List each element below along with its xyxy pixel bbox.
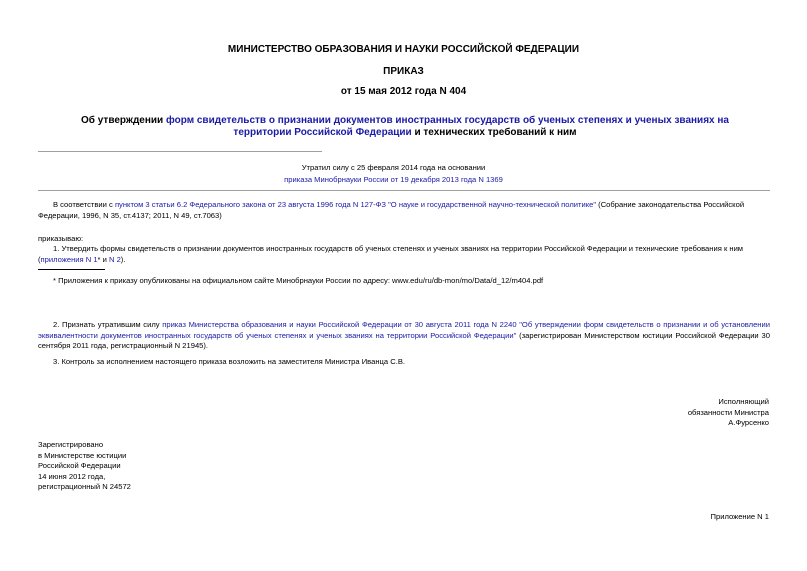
ministry-heading: МИНИСТЕРСТВО ОБРАЗОВАНИЯ И НАУКИ РОССИЙСКОЙ ФЕДЕРАЦИИ xyxy=(227,44,580,55)
item-2-text-2: (зарегистрирован Министерством юстиции Российской Федерации 30 сентября 2011 года, регистрационный N 21945). xyxy=(38,330,770,350)
signature-line-1: Исполняющий xyxy=(718,397,769,406)
doc-date-number: от 15 мая 2012 года N 404 xyxy=(340,86,467,97)
preamble-paragraph xyxy=(38,200,770,221)
title-divider xyxy=(38,151,322,152)
doc-type-heading: ПРИКАЗ xyxy=(383,66,424,77)
title-text-2: и технических требований к ним xyxy=(411,127,577,138)
registration-line-5: регистрационный N 24572 xyxy=(38,482,131,491)
signature-line-3: А.Фурсенко xyxy=(728,418,769,427)
footnote: * Приложения к приказу опубликованы на официальном сайте Минобрнауки России по адресу: www.edu/ru/db-mon/mo/Data/d_12/m404.pdf xyxy=(53,276,544,285)
title-link[interactable]: форм свидетельств о признании документов иностранных государств об ученых степенях и ученых званиях на территории Российской Федерации xyxy=(165,115,729,138)
signature-line-2: обязанности Министра xyxy=(687,407,769,417)
registration-line-3: Российской Федерации xyxy=(38,461,121,470)
item-1-text: 1. Утвердить формы свидетельств о признании документов иностранных государств об ученых степенях и ученых званиях на территории Российской Федерации и технические требования к ним ( xyxy=(38,244,744,264)
registration-line-4: 14 июня 2012 года, xyxy=(38,471,106,481)
status-divider xyxy=(38,190,770,191)
registration-line-2: в Министерстве юстиции xyxy=(38,450,127,460)
signature-block xyxy=(688,397,769,429)
repealed-order-link[interactable]: приказ Министерства образования и науки Российской Федерации от 30 августа 2011 года N 2240 "Об утверждении форм свидетельств о признании и об установлении эквивалентности документов иностранных государств об ученых степенях и ученых званиях на территории Российской Федерации" xyxy=(38,320,770,340)
footnote-divider xyxy=(38,269,105,270)
item-1-mid: * и xyxy=(97,254,109,264)
item-1-end: ). xyxy=(120,254,126,264)
document-title xyxy=(55,115,755,139)
preamble-text-1: В соответствии с xyxy=(53,200,115,209)
appendix-1-link[interactable]: приложения N 1 xyxy=(40,254,98,264)
appendix-label: Приложение N 1 xyxy=(710,512,769,521)
item-1-paragraph xyxy=(38,244,770,265)
federal-law-link[interactable]: пунктом 3 статьи 6.2 Федерального закона от 23 августа 1996 года N 127-ФЗ "О науке и государственной научно-технической политике" xyxy=(114,200,597,209)
registration-block xyxy=(38,440,131,493)
preamble-text-2: (Собрание законодательства Российской Федерации, 1996, N 35, ст.4137; 2011, N 49, ст.7063) xyxy=(38,200,745,220)
status-link[interactable]: приказа Минобрнауки России от 19 декабря 2013 года N 1369 xyxy=(284,175,503,184)
item-3-paragraph: 3. Контроль за исполнением настоящего приказа возложить на заместителя Министра Иванца С.В. xyxy=(53,357,405,366)
appendix-2-link[interactable]: N 2 xyxy=(108,254,121,264)
item-2-text-1: 2. Признать утратившим силу xyxy=(53,320,163,329)
order-word: приказываю: xyxy=(38,234,84,243)
title-text-1: Об утверждении xyxy=(81,115,166,126)
registration-line-1: Зарегистрировано xyxy=(38,440,104,449)
status-line: Утратил силу с 25 февраля 2014 года на основании xyxy=(301,163,486,172)
item-2-paragraph xyxy=(38,320,770,352)
